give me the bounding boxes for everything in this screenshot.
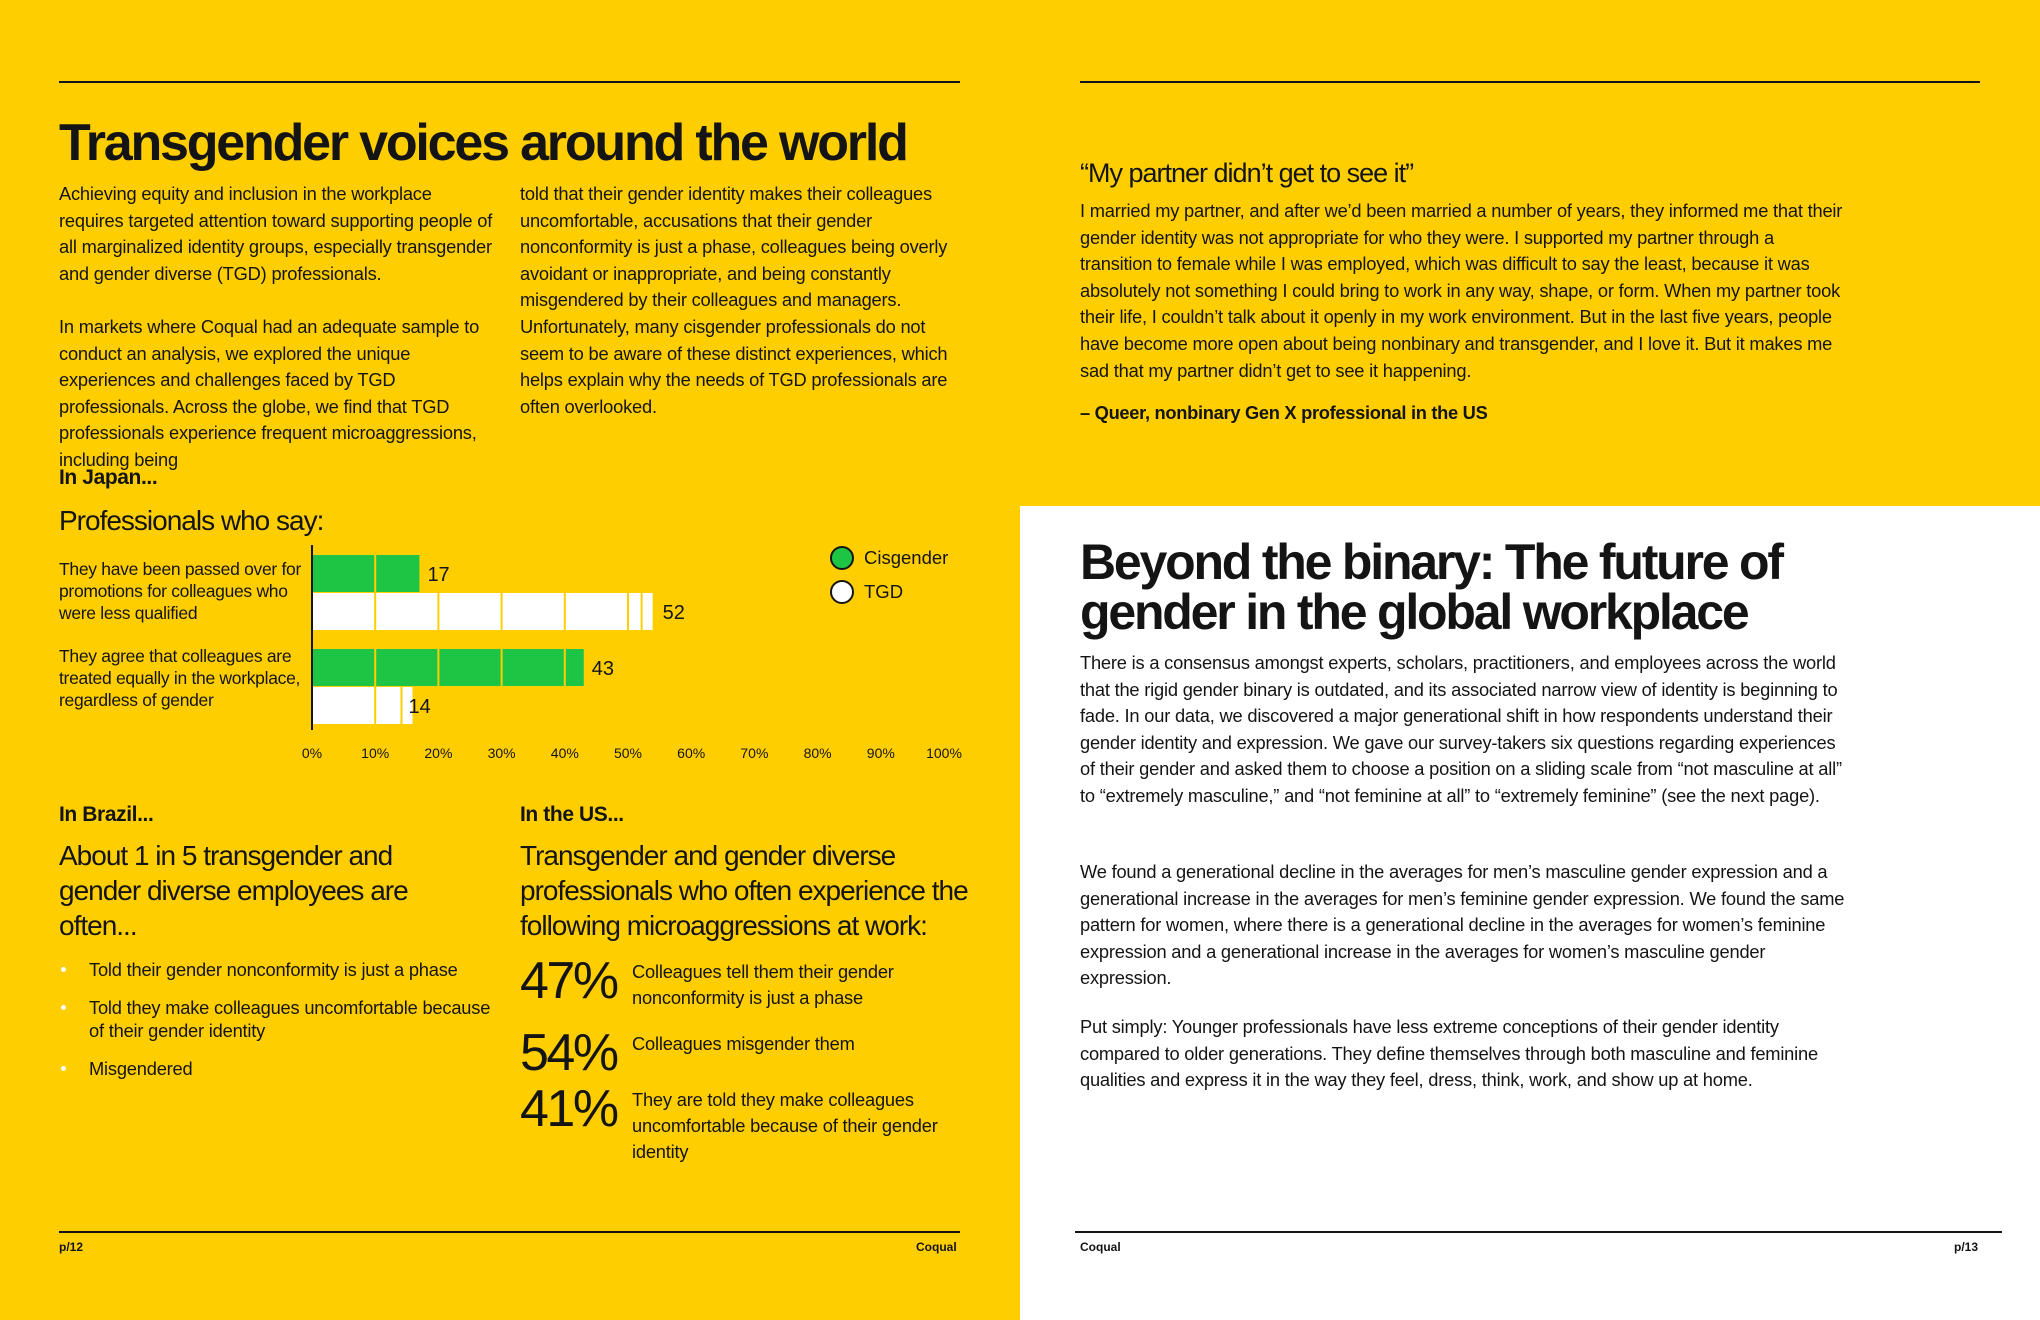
page-number: p/13 — [1954, 1240, 1979, 1254]
stat-value: 54% — [520, 1024, 617, 1082]
japan-bar-chart — [290, 540, 990, 780]
bullet-dot-icon — [61, 967, 66, 972]
bar-tgd — [312, 687, 400, 724]
x-tick-label: 0% — [301, 745, 323, 761]
intro-col2-p1: told that their gender identity makes their colleagues uncomfortable, accusations that their gender nonconformity is just a phase, colleagues being overly avoidant or inappropriate, and being constantly misgendered by their colleagues and managers. Unfortunately, many cisgender professionals do not seem to be aware of these distinct experiences, which helps explain why the needs of TGD professionals are often overlooked. — [520, 183, 948, 417]
bar-tgd — [312, 593, 641, 630]
japan-kicker: In Japan... — [59, 466, 158, 489]
page-title: Transgender voices around the world — [59, 114, 907, 172]
footer-rule — [1075, 1231, 2002, 1233]
japan-subtitle: Professionals who say: — [59, 505, 324, 536]
footer-rule — [59, 1231, 960, 1233]
bar-cisgender — [312, 555, 419, 592]
stat-row — [520, 1080, 962, 1165]
x-tick-label: 40% — [550, 745, 579, 761]
x-tick-label: 20% — [424, 745, 453, 761]
quote-title: “My partner didn’t get to see it” — [1080, 158, 1414, 188]
x-tick-label: 30% — [487, 745, 516, 761]
bullet-item: Told they make colleagues uncomfortable because of their gender identity — [59, 996, 499, 1042]
bullet-item: Misgendered — [59, 1057, 499, 1080]
stat-row — [520, 1024, 952, 1082]
page-number: p/12 — [59, 1240, 84, 1254]
stat-value: 47% — [520, 952, 617, 1010]
x-tick-label: 80% — [803, 745, 832, 761]
bar-value-label: 17 — [427, 564, 450, 586]
brazil-kicker: In Brazil... — [59, 803, 154, 826]
bullet-dot-icon — [61, 1005, 66, 1010]
footer-brand: Coqual — [916, 1240, 957, 1254]
bar-value-label: 14 — [408, 696, 431, 718]
footer-brand: Coqual — [1080, 1240, 1121, 1254]
legend-label-tgd: TGD — [864, 581, 904, 602]
section-title: Beyond the binary: The future of gender in the global workplace — [1080, 534, 1782, 640]
chart-row1-label: They have been passed over for promotions for colleagues who were less qualified — [59, 559, 301, 623]
bullet-dot-icon — [61, 1066, 66, 1071]
stat-text: Colleagues tell them their gender nonconformity is just a phase — [632, 961, 894, 1008]
us-subtitle: Transgender and gender diverse professionals who often experience the following microaggressions at work: — [520, 840, 968, 941]
intro-col1-p2: In markets where Coqual had an adequate sample to conduct an analysis, we explored the unique experiences and challenges faced by TGD professionals. Across the globe, we find that TGD professionals experience frequent microaggressions, including being — [59, 316, 480, 470]
us-stats — [520, 952, 970, 1175]
bar-value-label: 43 — [591, 658, 615, 680]
x-tick-label: 90% — [866, 745, 895, 761]
stat-value: 41% — [520, 1080, 617, 1138]
section-p3: Put simply: Younger professionals have less extreme conceptions of their gender identity compared to older generations. They define themselves through both masculine and feminine qualities and express it in the way they feel, dress, think, work, and show up at home. — [1080, 1016, 1818, 1091]
section-p2: We found a generational decline in the averages for men’s masculine gender expression and a generational increase in the averages for men’s feminine gender expression. We found the same pattern for women, where there is a generational decline in the averages for women’s feminine expression and a generational increase in the averages for women’s masculine gender expression. — [1080, 861, 1845, 989]
us-kicker: In the US... — [520, 803, 624, 826]
x-tick-label: 100% — [926, 745, 962, 761]
x-tick-label: 50% — [613, 745, 643, 761]
bar-value-label: 52 — [662, 602, 685, 624]
bar-end-cap — [643, 593, 653, 630]
bar-cisgender — [312, 649, 584, 686]
section-p1: There is a consensus amongst experts, scholars, practitioners, and employees across the world that the rigid gender binary is outdated, and its associated narrow view of identity is beginning to fade. In our data, we discovered a major generational shift in how respondents understand their gender identity and expression. We gave our survey-takers six questions regarding experiences of their gender and asked them to choose a position on a sliding scale from “not masculine at all” to “extremely masculine,” and “not feminine at all” to “extremely feminine” (see the next page). — [1080, 652, 1842, 806]
top-rule — [1080, 81, 1980, 83]
intro-col1-p1: Achieving equity and inclusion in the workplace requires targeted attention toward supporting people of all marginalized identity groups, especially transgender and gender diverse (TGD) professionals. — [59, 183, 493, 284]
stat-text: Colleagues misgender them — [632, 1033, 855, 1054]
brazil-bullet-list — [59, 958, 499, 1095]
stat-row — [520, 952, 952, 1011]
brazil-subtitle: About 1 in 5 transgender and gender diverse employees are often... — [59, 840, 408, 941]
x-tick-label: 10% — [361, 745, 390, 761]
top-rule — [59, 81, 960, 83]
stat-text: They are told they make colleagues uncomfortable because of their gender identity — [632, 1089, 938, 1162]
x-tick-label: 70% — [740, 745, 769, 761]
quote-attribution: – Queer, nonbinary Gen X professional in the US — [1080, 402, 1488, 423]
right-page — [1020, 0, 2040, 1320]
x-tick-label: 60% — [677, 745, 706, 761]
bullet-item: Told their gender nonconformity is just a phase — [59, 958, 499, 981]
chart-row2-label: They agree that colleagues are treated equally in the workplace, regardless of gender — [59, 646, 301, 710]
legend-label-cisgender: Cisgender — [864, 547, 949, 568]
quote-body: I married my partner, and after we’d been married a number of years, they informed me that their gender identity was not appropriate for who they were. I supported my partner through a transition to female while I was employed, which was difficult to say the least, because it was absolutely not something I could bring to work in any way, shape, or form. When my partner took their life, I couldn’t talk about it openly in my work environment. But in the last five years, people have become more open about being nonbinary and transgender, and I love it. But it makes me sad that my partner didn’t get to see it happening. — [1080, 200, 1843, 381]
